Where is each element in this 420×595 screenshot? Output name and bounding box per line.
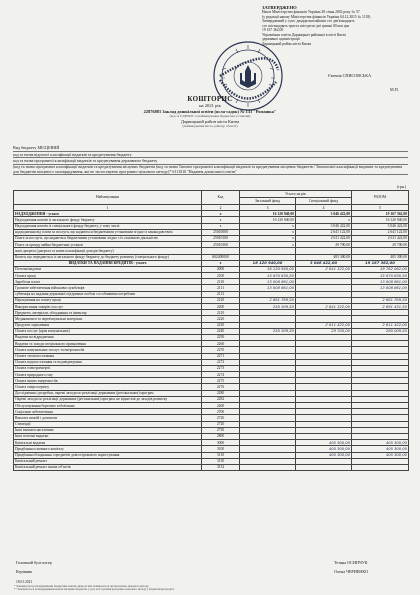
document-title: КОШТОРИС xyxy=(187,95,233,103)
row-code: 2250 xyxy=(202,334,240,340)
row-total xyxy=(352,464,409,470)
head-label: Керівник xyxy=(16,569,33,574)
accountant-name: Тетяна ОСИПЧУК xyxy=(334,560,368,565)
row-name: Предмети, матеріали, обладнання та інвентар xyxy=(14,310,202,316)
row-name: НАДХОДЖЕННЯ - усього xyxy=(14,211,202,217)
row-name: Обслуговування боргових зобов'язань xyxy=(14,403,202,409)
organization-name: 22876881 Заклад дошкільної освіти (ясла-садок) № 133 "Ромашка" xyxy=(143,109,277,114)
row-special-fund: 3 046 422,00 xyxy=(296,223,352,229)
table-row xyxy=(14,464,409,470)
approval-line: Дарницький район міста Києва xyxy=(262,41,312,46)
row-general-fund: 16 120 940,00 xyxy=(240,211,296,217)
row-code: 2100 xyxy=(202,273,240,279)
row-general-fund: х xyxy=(240,223,296,229)
row-special-fund: 2 641 122,00 xyxy=(296,266,352,272)
row-total: 2 891 431,50 xyxy=(352,304,409,310)
row-special-fund: 29 700,00 xyxy=(296,328,352,334)
row-code: 25010100 xyxy=(202,235,240,241)
row-special-fund: 405 300,00 xyxy=(296,446,352,452)
row-special-fund: 2 611 422,00 xyxy=(296,322,352,328)
row-code: х xyxy=(202,217,240,223)
row-total: 18 762 062,00 xyxy=(352,266,409,272)
row-name: Оплата праці xyxy=(14,273,202,279)
row-code: 2282 xyxy=(202,396,240,402)
row-general-fund: 15 870 630,50 xyxy=(240,273,296,279)
district-caption: (найменування міста, району, області) xyxy=(182,124,238,128)
row-code: 2230 xyxy=(202,322,240,328)
organization-caption: (код за ЄДРПОУ та найменування бюджетної установи) xyxy=(169,114,251,118)
signatures xyxy=(16,560,406,578)
row-name: Окремі заходи по реалізації державних (регіональних) програм, не віднесені до заходів розвитку xyxy=(14,396,202,402)
row-name: Видатки на відрядження xyxy=(14,334,202,340)
row-total: 405 300,00 xyxy=(352,254,409,260)
row-code: 2112 xyxy=(202,291,240,297)
colnum: 1 xyxy=(14,205,202,211)
row-code: 2400 xyxy=(202,403,240,409)
row-code: х xyxy=(202,223,240,229)
approval-line: Затверджений у сумі: двадцятьмільйонів сто дев'ятнадцять xyxy=(262,19,355,23)
row-total: 16 120 940,00 xyxy=(352,217,409,223)
program-code-local: (код та назва програмної класифікації видатків та кредитування місцевих бюджетів (код та назва Типової програмної класифікації видатків та кредитування місцевих бюджетів / Тимчасової класифікації видатків та кредитування для бюджетів місцевого самоврядування, які не застосовують програмно-цільового методу)* 6111010 "Надання дошкільної освіти" xyxy=(13,165,408,176)
row-name: Грошове забезпечення військовослужбовців xyxy=(14,285,202,291)
approval-line: Управління освіти Дарницької районної в місті Києві xyxy=(262,32,346,37)
row-code: 2000 xyxy=(202,266,240,272)
row-total: 405 300,00 xyxy=(352,440,409,446)
approval-signer: Євгенія СПИСОВСЬКА xyxy=(328,73,372,78)
row-code: 3100 xyxy=(202,446,240,452)
row-code: 2270 xyxy=(202,347,240,353)
row-code: 2220 xyxy=(202,316,240,322)
row-name: Медикаменти та перев'язувальні матеріали xyxy=(14,316,202,322)
accountant-label: Головний бухгалтер xyxy=(16,560,52,565)
approval-line: (у редакції наказу Міністерства фінансів України 04.12.2015 № 1118) xyxy=(262,14,371,19)
colnum: 3 xyxy=(240,205,296,211)
table-header-row xyxy=(14,191,409,198)
row-code: 2271 xyxy=(202,353,240,359)
approval-line: Наказ Міністерства фінансів України 28 січня 2002 року № 57 xyxy=(262,10,360,14)
row-general-fund: 16 120 940,00 xyxy=(240,217,296,223)
row-name: Дослідження і розробки, окремі заходи по реалізації державних (регіональних) програм xyxy=(14,390,202,396)
row-name: Оплата водопостачання та водовідведення xyxy=(14,359,202,365)
row-code: 2720 xyxy=(202,415,240,421)
row-name: Кошти, що передаються із загального фонду бюджету до бюджету розвитку (спеціального фонду) xyxy=(14,254,202,260)
row-code: 2274 xyxy=(202,372,240,378)
row-code: 25010300 xyxy=(202,242,240,248)
row-total: 405 300,00 xyxy=(352,452,409,458)
col-header-year-total: Усього на рік xyxy=(240,191,352,198)
row-name: ВИДАТКИ ТА НАДАННЯ КРЕДИТІВ - усього xyxy=(14,260,202,266)
row-special-fund: 2 641 122,00 xyxy=(296,304,352,310)
row-general-fund: х xyxy=(240,235,296,241)
col-header-total: РАЗОМ xyxy=(352,191,409,205)
row-special-fund: 2 611 422,00 xyxy=(296,235,352,241)
row-name: Плата за оренду майна бюджетних установ xyxy=(14,242,202,248)
row-general-fund: х xyxy=(240,242,296,248)
row-name: Оплата енергосервісу xyxy=(14,384,202,390)
row-name: Інші поточні видатки xyxy=(14,433,202,439)
row-general-fund: 2 861 769,50 xyxy=(240,297,296,303)
col-header-special: Спеціальний фонд xyxy=(296,198,352,205)
estimate-table xyxy=(13,190,409,471)
footnotes xyxy=(14,585,409,591)
footnote: ** Заповнюється розпорядниками коштів місцевих бюджетів, у разі застосування програмно-цільового методу у бюджетному процесі. xyxy=(14,588,175,592)
departmental-code: код та назва відомчої класифікації видатків та кредитування бюджету xyxy=(13,152,408,159)
col-header-code: Код xyxy=(202,191,240,205)
row-total: 3 046 422,00 xyxy=(352,223,409,229)
row-code: 2200 xyxy=(202,304,240,310)
row-name: Заробітна плата xyxy=(14,279,202,285)
row-code: 2700 xyxy=(202,409,240,415)
approval-line: сто шістнадцять триста шістдесят дві гривні 00 коп грн xyxy=(262,23,350,28)
row-name: Нарахування на оплату праці xyxy=(14,297,202,303)
row-name: Видатки та заходи спеціального призначення xyxy=(14,341,202,347)
approval-block xyxy=(262,5,412,92)
row-code: 2210 xyxy=(202,310,240,316)
row-name: Плата за послуги, що надаються бюджетними установами згідно з їх основною діяльністю xyxy=(14,235,202,241)
currency-unit: (грн.) xyxy=(397,185,406,189)
row-code: 3132 xyxy=(202,464,240,470)
row-name: Соціальне забезпечення xyxy=(14,409,202,415)
row-general-fund: 16 120 940,00 xyxy=(240,266,296,272)
row-total: 29 700,00 xyxy=(352,242,409,248)
row-code: 2240 xyxy=(202,328,240,334)
row-special-fund: 3 046 422,00 xyxy=(296,211,352,217)
document-date: 18.01.2021 xyxy=(16,580,33,584)
colnum: 5 xyxy=(352,205,409,211)
row-total: 13 008 861,00 xyxy=(352,285,409,291)
row-special-fund: 405 300,00 xyxy=(296,254,352,260)
seal-place-label: М.П. xyxy=(390,87,399,92)
row-special-fund: 3 046 422,00 xyxy=(296,260,352,266)
row-code: 3130 xyxy=(202,458,240,464)
approval-amount: 19 167 362,00 xyxy=(262,28,284,32)
row-name: інші джерела (джерела та назва класифікації доходів бюджету) xyxy=(14,248,202,254)
row-name: надходження від плати за послуги, що надаються бюджетними установами згідно із законодавством xyxy=(14,229,202,235)
colnum: 4 xyxy=(296,205,352,211)
head-name: Олена ЧЕРНЕНКО xyxy=(334,569,369,574)
row-name: Використання товарів і послуг xyxy=(14,304,202,310)
classification-codes xyxy=(13,145,408,175)
row-code: 2276 xyxy=(202,384,240,390)
row-name: Надходження коштів із загального фонду бюджету xyxy=(14,217,202,223)
row-special-fund: 405 300,00 xyxy=(296,440,352,446)
row-special-fund: 405 300,00 xyxy=(296,452,352,458)
row-special-fund: 29 700,00 xyxy=(296,242,352,248)
row-total: 2 641 122,00 xyxy=(352,229,409,235)
row-total: 13 008 861,00 xyxy=(352,279,409,285)
row-code: 2111 xyxy=(202,285,240,291)
row-total: 2 611 422,00 xyxy=(352,235,409,241)
row-general-fund: 250 309,50 xyxy=(240,304,296,310)
row-code: 602400000 xyxy=(202,254,240,260)
row-name: Оплата теплопостачання xyxy=(14,353,202,359)
row-total: 2 861 769,50 xyxy=(352,297,409,303)
row-name: Капітальний ремонт інших об'єктів xyxy=(14,464,202,470)
row-code: 2720 xyxy=(202,421,240,427)
row-general-fund: 250 309,50 xyxy=(240,328,296,334)
row-total: 19 167 362,00 xyxy=(352,211,409,217)
row-code: 2272 xyxy=(202,359,240,365)
footnote: * Заповнюється розпорядниками бюджетних коштів, якщо на них поширюється дія програмно-цільового методу. xyxy=(14,585,149,588)
row-code: 3110 xyxy=(202,452,240,458)
row-special-fund: 2 641 122,00 xyxy=(296,229,352,235)
row-code: 2730 xyxy=(202,427,240,433)
row-name: Оплата інших енергоносіїв xyxy=(14,378,202,384)
row-name: Продукти харчування xyxy=(14,322,202,328)
row-code: 2260 xyxy=(202,341,240,347)
row-name: субвенція на надання державної підтримки особам з особливими потребами xyxy=(14,291,202,297)
row-code: 2110 xyxy=(202,279,240,285)
row-total: 15 870 630,50 xyxy=(352,273,409,279)
row-general-fund xyxy=(240,464,296,470)
row-general-fund: 13 008 861,00 xyxy=(240,285,296,291)
row-code: 2275 xyxy=(202,378,240,384)
row-code: 2800 xyxy=(202,433,240,439)
row-code: х xyxy=(202,260,240,266)
row-name: Оплата природного газу xyxy=(14,372,202,378)
row-special-fund xyxy=(296,464,352,470)
row-total: 280 009,50 xyxy=(352,328,409,334)
approval-title: ЗАТВЕРДЖЕНО xyxy=(262,5,297,10)
program-code-state: код та назва програмної класифікації видатків та кредитування державного бюджету xyxy=(13,158,408,165)
row-general-fund: 16 120 940,00 xyxy=(240,260,296,266)
row-code: х xyxy=(202,211,240,217)
row-general-fund: 13 008 861,00 xyxy=(240,279,296,285)
approval-line: державної адміністрації xyxy=(262,37,300,41)
row-name: Оплата електроенергії xyxy=(14,365,202,371)
row-special-fund: х xyxy=(296,217,352,223)
row-name: Придбання обладнання і предметів довгострокового користування xyxy=(14,452,202,458)
district-name: Дарницький район міста Києва xyxy=(180,119,240,124)
row-total: 2 611 422,00 xyxy=(352,322,409,328)
row-name: Поточні видатки xyxy=(14,266,202,272)
head-row xyxy=(16,569,406,578)
row-name: Капітальні видатки xyxy=(14,440,202,446)
row-name: Капітальний ремонт xyxy=(14,458,202,464)
row-general-fund: х xyxy=(240,229,296,235)
row-code: 2120 xyxy=(202,297,240,303)
row-code: 3000 xyxy=(202,440,240,446)
colnum: 2 xyxy=(202,205,240,211)
row-name: Придбання основного капіталу xyxy=(14,446,202,452)
col-header-name: Найменування xyxy=(14,191,202,205)
row-total: 19 167 362,00 xyxy=(352,260,409,266)
row-code: 25010000 xyxy=(202,229,240,235)
document-heading xyxy=(60,95,360,128)
budget-type: Вид бюджету МІСЦЕВИЙ xyxy=(13,145,408,152)
row-code: 2273 xyxy=(202,365,240,371)
row-name: Оплата послуг (крім комунальних) xyxy=(14,328,202,334)
row-name: Надходження коштів із спеціального фонду бюджету, у тому числі: xyxy=(14,223,202,229)
row-name: Стипендії xyxy=(14,421,202,427)
row-name: Виплата пенсій і допомоги xyxy=(14,415,202,421)
row-total: 405 300,00 xyxy=(352,446,409,452)
row-name: Оплата комунальних послуг та енергоносіїв xyxy=(14,347,202,353)
row-name: Інші виплати населенню xyxy=(14,427,202,433)
table-body xyxy=(14,211,409,471)
accountant-row xyxy=(16,560,406,569)
document-year: на 2021 рік xyxy=(199,103,221,108)
col-header-general: Загальний фонд xyxy=(240,198,296,205)
row-code: 2280 xyxy=(202,390,240,396)
